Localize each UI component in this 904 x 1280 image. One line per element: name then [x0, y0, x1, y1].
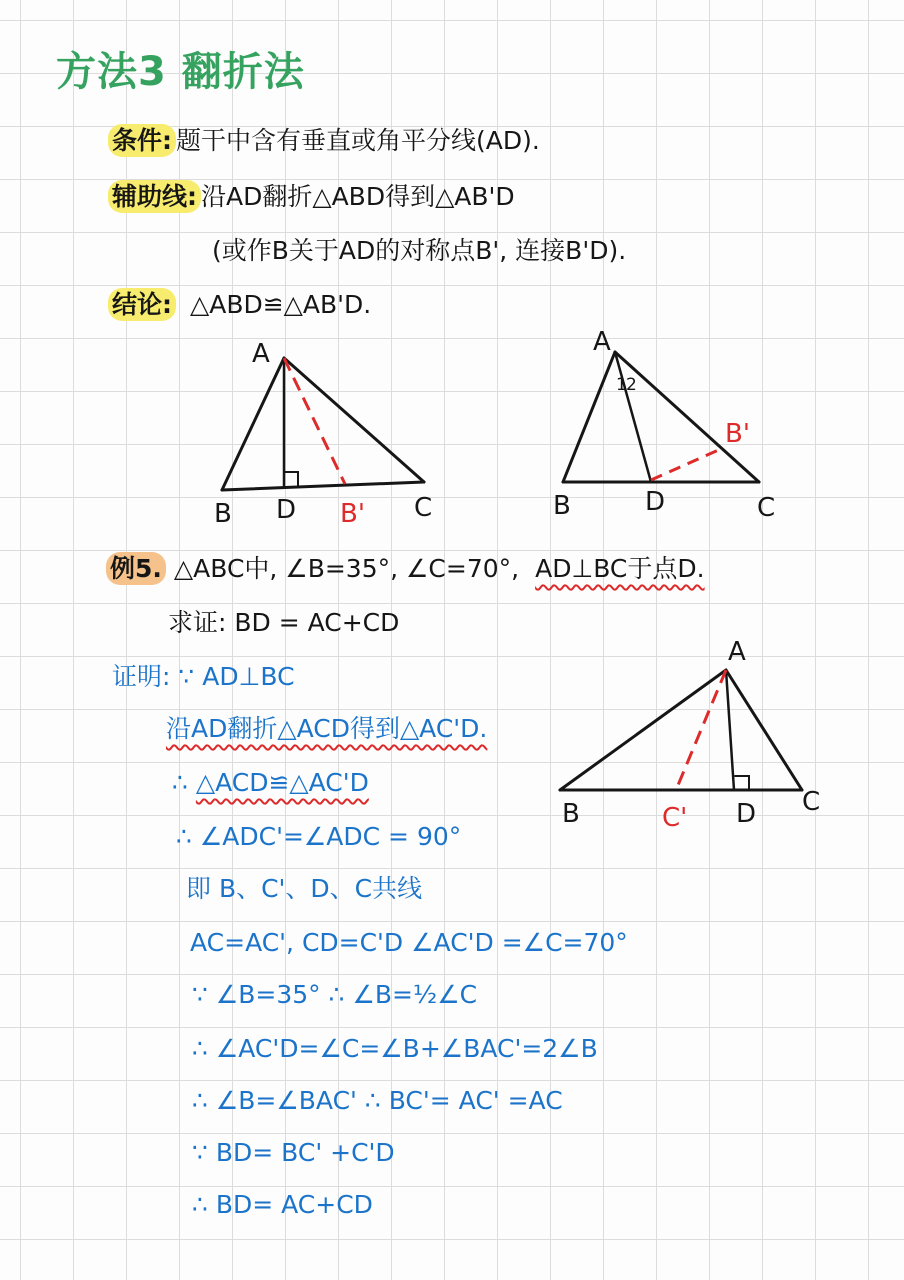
aux-text-2: (或作B关于AD的对称点B', 连接B'D). [212, 236, 627, 265]
label-angle-2: 2 [626, 375, 637, 395]
proof-line-5: 即 B、C'、D、C共线 [186, 874, 423, 903]
label-c-prime: C' [662, 803, 688, 833]
label-a: A [728, 637, 746, 667]
segment-ab [560, 670, 726, 790]
label-angle-1: 1 [616, 375, 627, 395]
label-c: C [414, 493, 433, 523]
label-b-prime: B' [725, 419, 750, 449]
proof-prefix: 证明: ∵ [112, 662, 203, 691]
label-b: B [553, 491, 571, 521]
label-d: D [736, 799, 757, 829]
condition-text: 题干中含有垂直或角平分线(AD). [176, 126, 540, 155]
label-c: C [802, 787, 821, 817]
proof-line-1 [112, 664, 295, 689]
right-angle-mark [284, 472, 298, 486]
conclusion-text: △ABD≌△AB'D. [190, 290, 372, 319]
proof-text: AD⊥BC [202, 662, 295, 691]
segment-ab [222, 358, 284, 490]
figure-bisector-fold [545, 320, 805, 530]
figure-example [540, 630, 840, 840]
proof-text: △ACD≌△AC'D [195, 768, 369, 797]
example-line [106, 556, 705, 581]
proof-line-3 [172, 770, 369, 795]
prove-statement: 求证: BD = AC+CD [168, 608, 400, 637]
condition-label: 条件: [108, 124, 176, 157]
proof-line-2 [166, 716, 487, 741]
segment-ac [284, 358, 424, 482]
segment-bc [222, 482, 424, 490]
label-a: A [252, 339, 270, 369]
segment-ac [726, 670, 802, 790]
condition-line [108, 128, 540, 153]
proof-line-11: ∴ BD= AC+CD [192, 1190, 373, 1219]
label-b: B [562, 799, 580, 829]
segment-ab-prime [284, 358, 345, 484]
example-text: △ABC中, ∠B=35°, ∠C=70°, [173, 554, 520, 583]
label-d: D [276, 495, 297, 525]
segment-ab [563, 352, 615, 482]
label-b-prime: B' [340, 499, 365, 529]
aux-line [108, 184, 515, 209]
label-b: B [214, 499, 232, 529]
example-underlined: AD⊥BC于点D. [535, 554, 705, 583]
segment-ad [615, 352, 651, 482]
example-label: 例5. [106, 552, 166, 585]
figure-altitude-fold [200, 330, 460, 530]
proof-line-4: ∴ ∠ADC'=∠ADC = 90° [176, 822, 462, 851]
proof-line-7: ∵ ∠B=35° ∴ ∠B=½∠C [192, 980, 478, 1009]
segment-ad [726, 670, 734, 790]
proof-line-9: ∴ ∠B=∠BAC' ∴ BC'= AC' =AC [192, 1086, 563, 1115]
proof-line-10: ∵ BD= BC' +C'D [192, 1138, 395, 1167]
proof-prefix: ∴ [172, 768, 196, 797]
label-c: C [757, 493, 776, 523]
conclusion-line [108, 292, 371, 317]
conclusion-label: 结论: [108, 288, 176, 321]
aux-label: 辅助线: [108, 180, 201, 213]
page-title: 方法3 翻折法 [56, 49, 305, 95]
segment-db-prime [651, 448, 723, 480]
proof-line-6: AC=AC', CD=C'D ∠AC'D =∠C=70° [190, 928, 628, 957]
label-d: D [645, 487, 666, 517]
aux-text: 沿AD翻折△ABD得到△AB'D [201, 182, 515, 211]
proof-text: 沿AD翻折△ACD得到△AC'D. [166, 714, 488, 743]
proof-line-8: ∴ ∠AC'D=∠C=∠B+∠BAC'=2∠B [192, 1034, 598, 1063]
label-a: A [593, 327, 611, 357]
right-angle-mark [735, 776, 749, 790]
